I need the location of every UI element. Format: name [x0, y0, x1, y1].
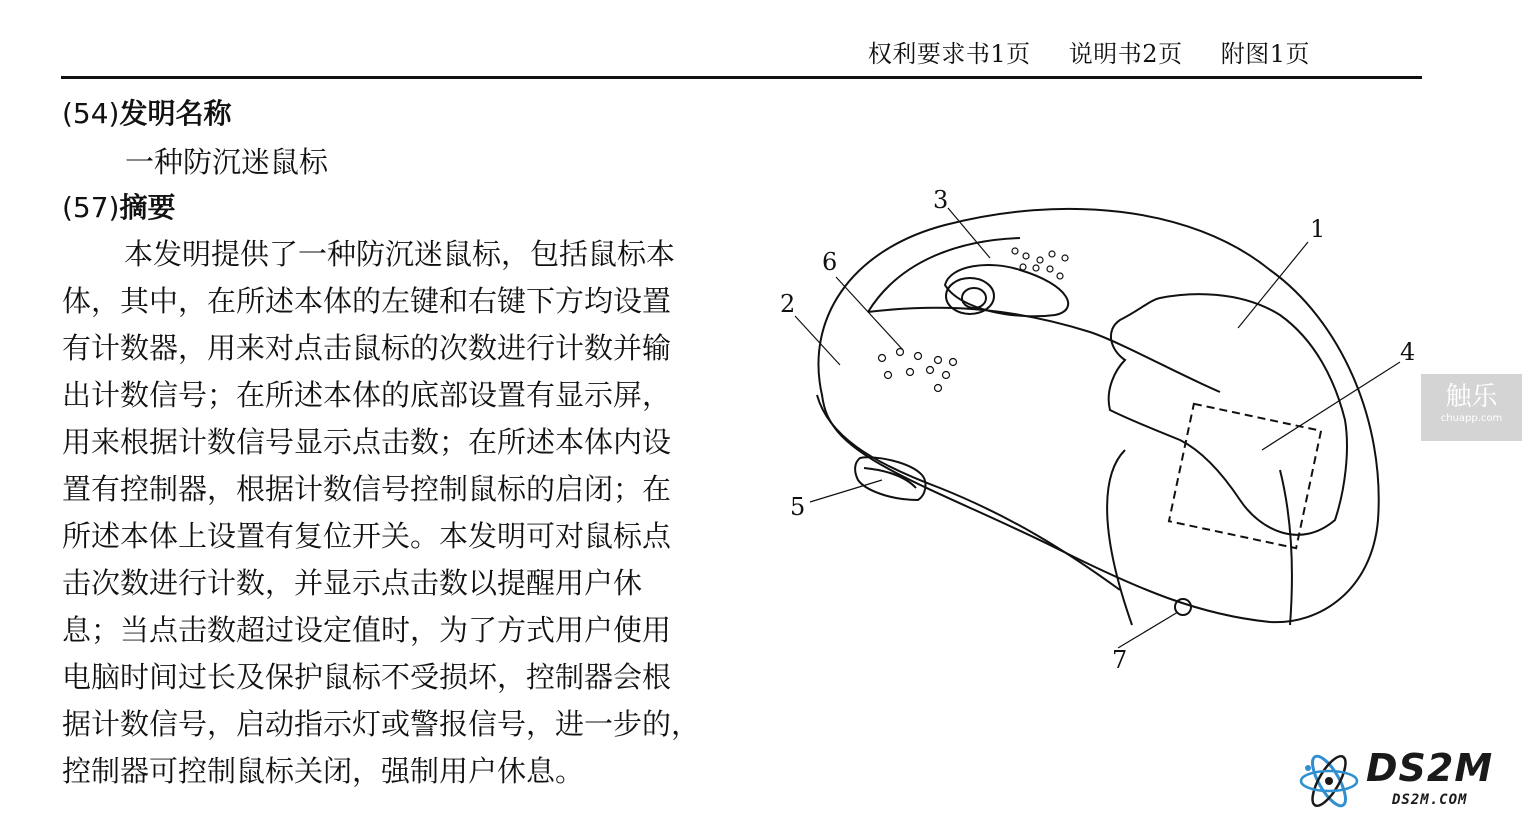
chuapp-url: chuapp.com [1440, 413, 1503, 424]
title-heading [62, 92, 232, 132]
figure-label-6: 6 [822, 248, 838, 276]
mouse-inner-shell [817, 395, 1120, 590]
drawings-page-count: 附图1页 [1220, 40, 1310, 68]
invention-title: 一种防沉迷鼠标 [125, 145, 329, 179]
abstract-line: 所述本体上设置有复位开关。本发明可对鼠标点 [62, 519, 672, 553]
abstract-line: 本发明提供了一种防沉迷鼠标，包括鼠标本 [124, 237, 676, 271]
chuapp-title: 触乐 [1445, 382, 1498, 412]
abstract-line: 用来根据计数信号显示点击数；在所述本体内设 [62, 425, 672, 459]
chuapp-side-tab[interactable] [1421, 374, 1522, 441]
abstract-line: 置有控制器，根据计数信号控制鼠标的启闭；在 [62, 472, 672, 506]
figure-label-5: 5 [790, 493, 806, 521]
indicator-lights [879, 349, 957, 392]
description-page-count: 说明书2页 [1068, 40, 1183, 68]
figure-label-4: 4 [1400, 338, 1416, 366]
mouse-body-outline [818, 209, 1378, 622]
abstract-body [62, 231, 722, 795]
abstract-line: 息；当点击数超过设定值时，为了方式用户使用 [62, 613, 672, 647]
watermark-logo-text: DS2M [1366, 746, 1494, 790]
abstract-line: 控制器可控制鼠标关闭，强制用户休息。 [62, 754, 585, 788]
button-divider-line [868, 308, 1220, 392]
side-panel-lower-2 [1280, 470, 1292, 625]
claims-page-count: 权利要求书1页 [867, 40, 1031, 68]
abstract-line: 击次数进行计数，并显示点击数以提醒用户休 [62, 566, 643, 600]
atom-icon [1298, 748, 1360, 814]
title-heading-label: 发明名称 [119, 97, 232, 130]
abstract-line: 体，其中，在所述本体的左键和右键下方均设置 [62, 284, 672, 318]
title-heading-number: (54) [62, 97, 120, 130]
abstract-line: 据计数信号，启动指示灯或警报信号，进一步的， [62, 707, 701, 741]
figure-label-1: 1 [1310, 215, 1326, 243]
display-screen-outline [1169, 404, 1321, 548]
figure-label-2: 2 [780, 290, 796, 318]
abstract-line: 有计数器，用来对点击鼠标的次数进行计数并输 [62, 331, 672, 365]
abstract-line: 出计数信号；在所述本体的底部设置有显示屏， [62, 378, 672, 412]
mouse-drawing [760, 170, 1450, 690]
header-page-counts [838, 34, 1310, 69]
abstract-line: 电脑时间过长及保护鼠标不受损坏，控制器会根 [62, 660, 672, 694]
abstract-heading [62, 186, 176, 226]
side-panel-1 [1109, 294, 1347, 535]
side-panel-lower [1107, 450, 1132, 625]
left-button-edge [868, 238, 1020, 312]
figure-label-7: 7 [1112, 646, 1128, 674]
figure-label-3: 3 [933, 186, 949, 214]
speaker-holes-top [1012, 248, 1068, 279]
abstract-heading-label: 摘要 [119, 191, 176, 224]
ds2m-watermark [1296, 744, 1522, 817]
header-divider [61, 76, 1422, 79]
abstract-heading-number: (57) [62, 191, 120, 224]
watermark-url: DS2M.COM [1392, 792, 1468, 808]
